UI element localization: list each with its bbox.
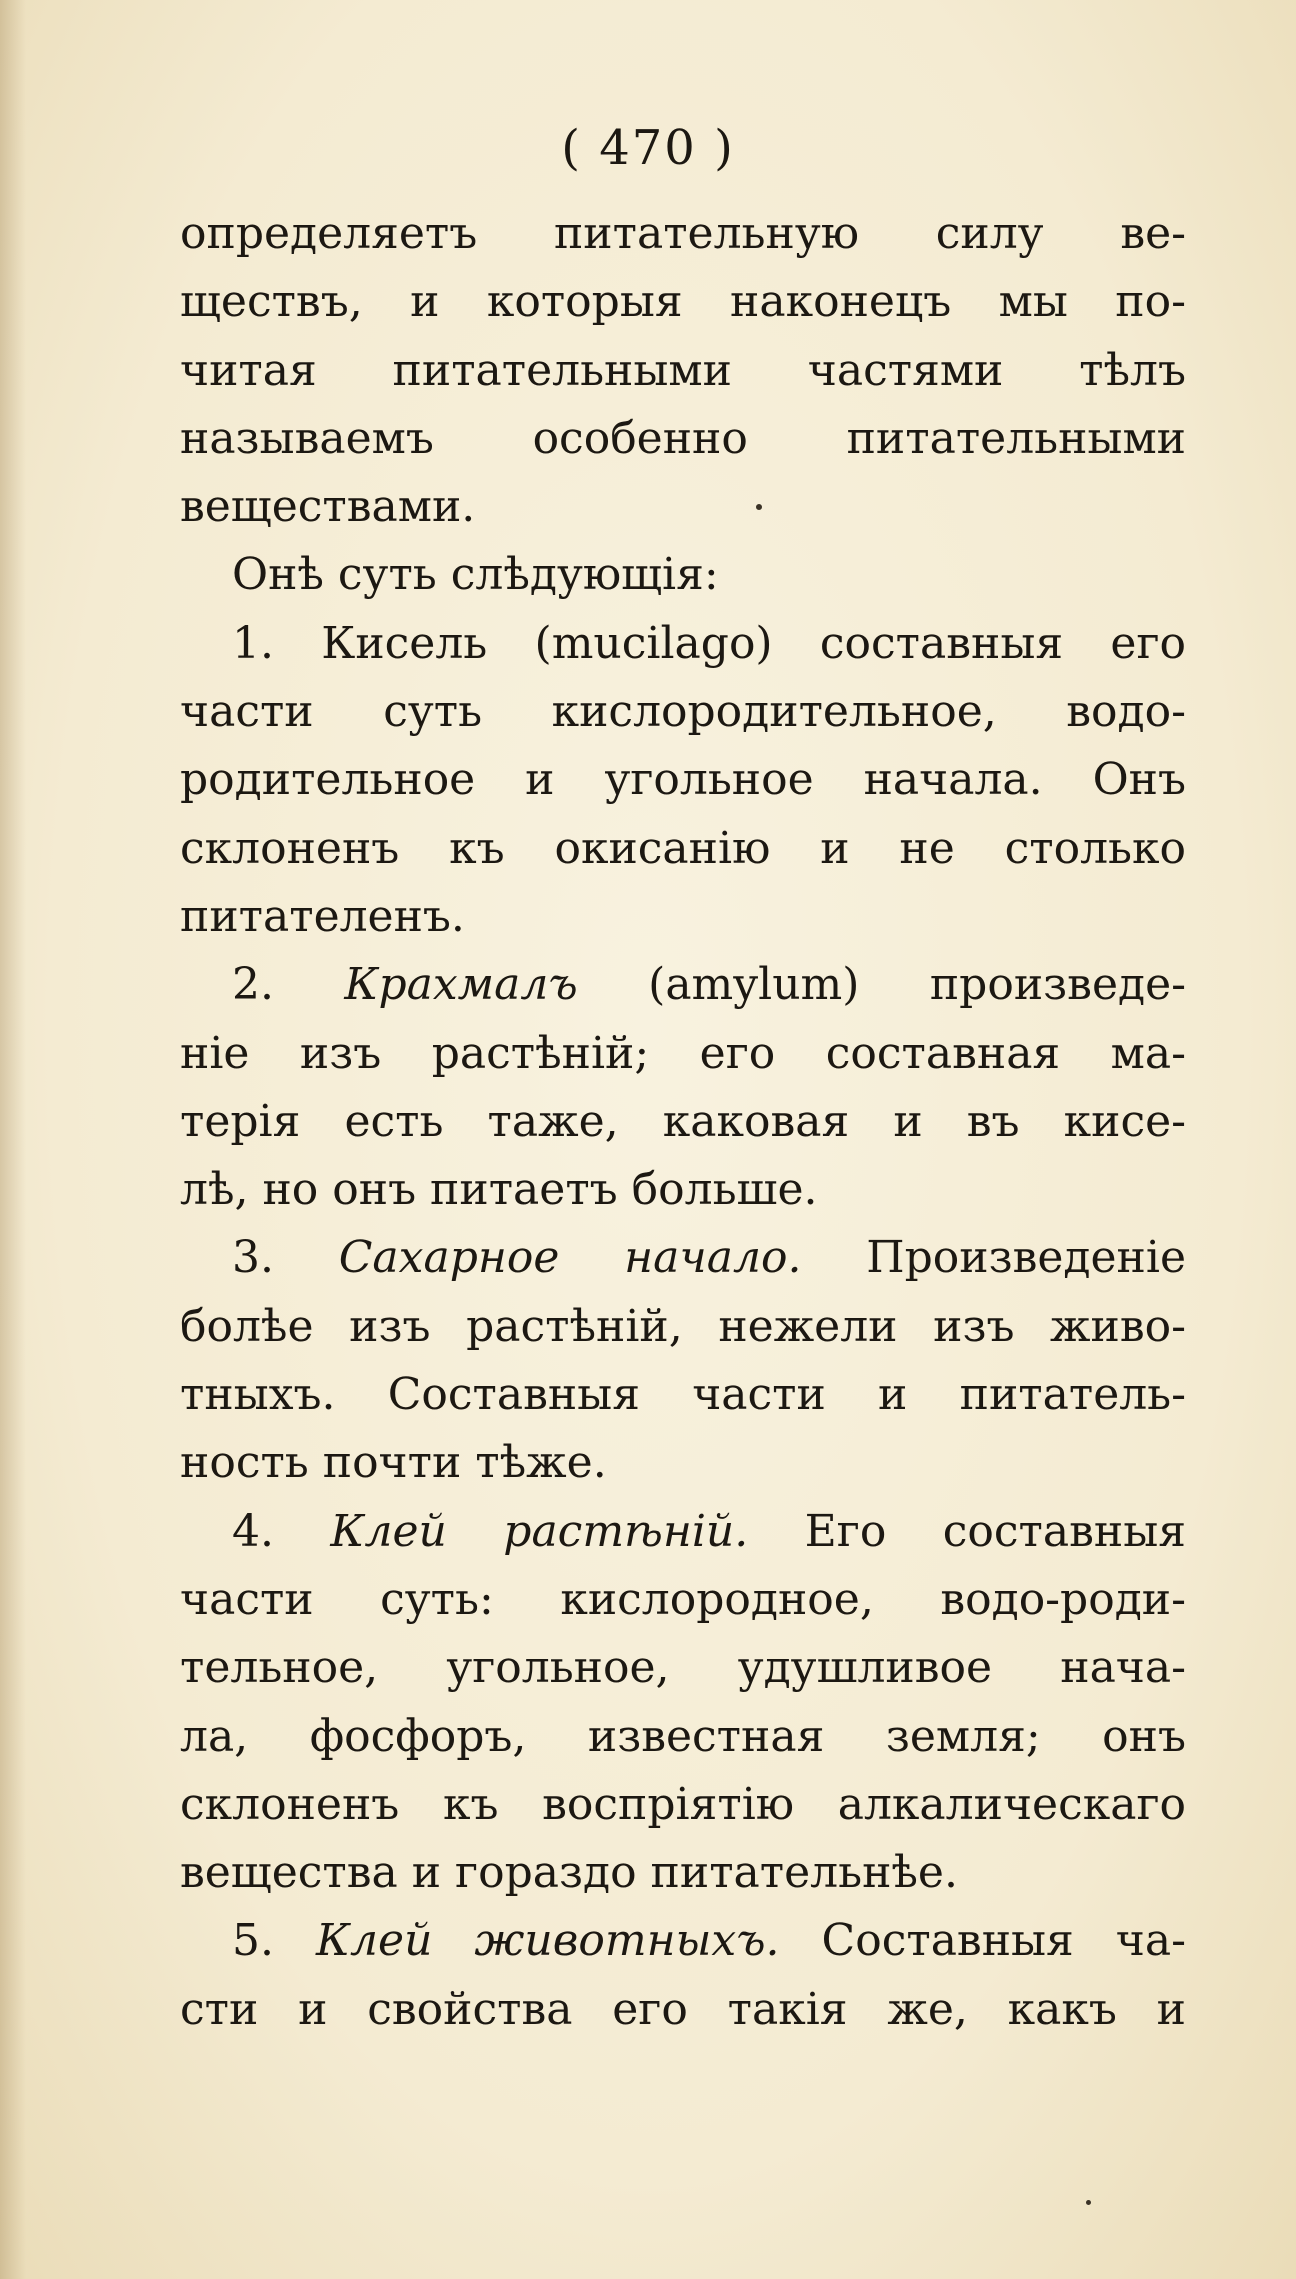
ink-speck: [756, 504, 762, 510]
item-2-number: 2.: [232, 959, 274, 1011]
text-line: сти и свойства его такія же, какъ и: [180, 1983, 1186, 2035]
text-line: ніе изъ растѣній; его составная ма-: [180, 1027, 1186, 1079]
item-4-number: 4.: [232, 1505, 274, 1557]
text-line: читая питательными частями тѣлъ: [180, 344, 1186, 396]
item-3-term: Сахарное начало.: [338, 1232, 802, 1284]
text-line: питателенъ.: [180, 890, 465, 942]
text-line: терія есть таже, каковая и въ кисе-: [180, 1095, 1186, 1147]
text-line: склоненъ къ окисанію и не столько: [180, 822, 1186, 874]
text-line: ла, фосфоръ, известная земля; онъ: [180, 1710, 1186, 1762]
item-2-latin: (amylum): [648, 959, 860, 1011]
body-text: [180, 200, 1186, 2044]
item-3-text: Произведеніе: [866, 1232, 1186, 1284]
text-line: склоненъ къ воспріятію алкалическаго: [180, 1778, 1186, 1830]
text-line: ность почти тѣже.: [180, 1437, 607, 1489]
item-2-line: [180, 951, 1186, 1019]
item-4-term: Клей растѣній.: [330, 1505, 749, 1557]
text-line: лѣ, но онъ питаетъ больше.: [180, 1164, 818, 1216]
text-line: тныхъ. Составныя части и питатель-: [180, 1369, 1186, 1421]
item-2-text: произведе-: [929, 959, 1186, 1011]
item-1-line: 1. Кисель (mucilago) составныя его: [232, 617, 1186, 669]
item-5-text: Составныя ча-: [821, 1915, 1186, 1967]
item-5-line: [180, 1907, 1186, 1975]
text-line: ществъ, и которыя наконецъ мы по-: [180, 276, 1186, 328]
text-line: определяетъ питательную силу ве-: [180, 208, 1186, 259]
text-line: называемъ особенно питательными: [180, 412, 1186, 464]
text-line: тельное, угольное, удушливое нача-: [180, 1642, 1186, 1694]
text-line: вещества и гораздо питательнѣе.: [180, 1847, 958, 1899]
item-3-line: [180, 1224, 1186, 1292]
page-edge-shadow: [0, 0, 26, 2279]
item-3-number: 3.: [232, 1232, 274, 1284]
text-line: части суть: кислородное, водо-роди-: [180, 1573, 1186, 1625]
ink-speck: [1086, 2200, 1091, 2205]
text-line: части суть кислородительное, водо-: [180, 686, 1186, 738]
item-2-term: Крахмалъ: [344, 959, 578, 1011]
page-number: ( 470 ): [561, 120, 735, 176]
item-4-line: [180, 1498, 1186, 1566]
text-line: веществами.: [180, 481, 476, 533]
item-5-term: Клей животныхъ.: [315, 1915, 780, 1967]
text-line: родительное и угольное начала. Онъ: [180, 754, 1186, 806]
list-intro: Онѣ суть слѣдующія:: [232, 549, 719, 601]
item-4-text: Его составныя: [804, 1505, 1186, 1557]
item-5-number: 5.: [232, 1915, 274, 1967]
text-line: болѣе изъ растѣній, нежели изъ живо-: [180, 1300, 1186, 1352]
